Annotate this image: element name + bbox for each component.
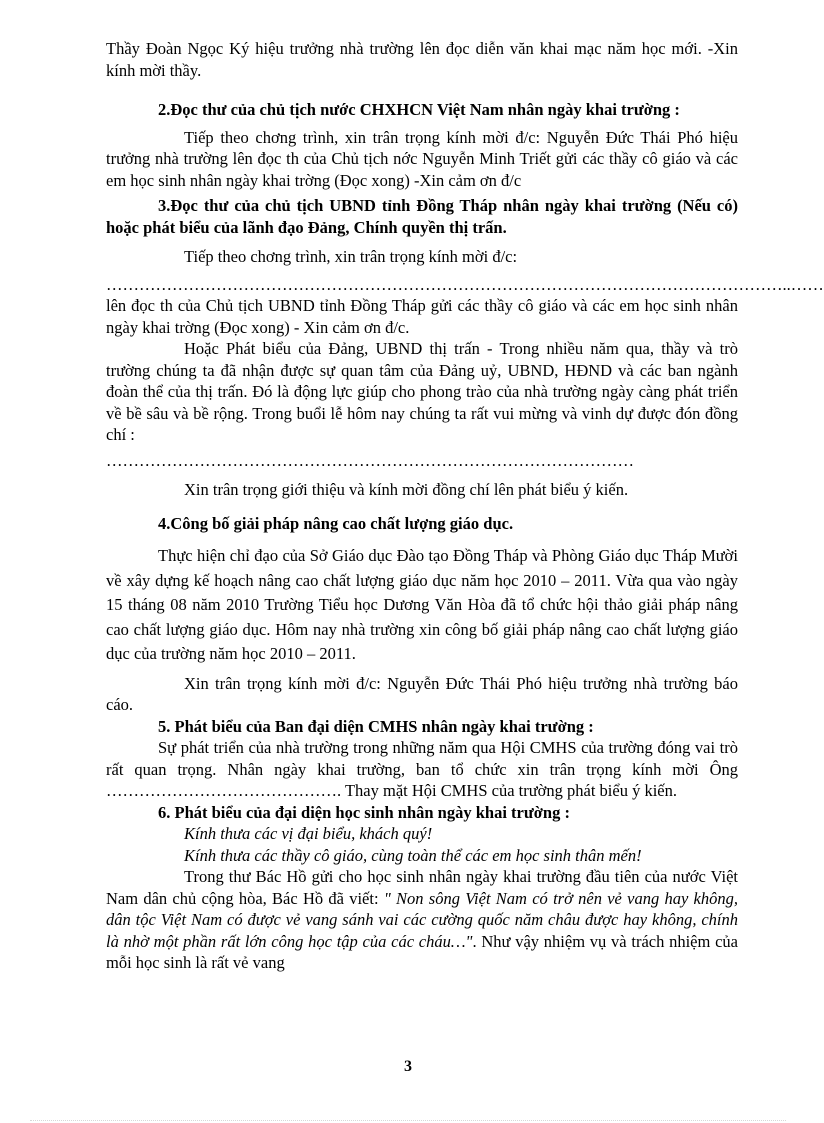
paragraph-section-3-close: Xin trân trọng giới thiệu và kính mời đồng chí lên phát biểu ý kiến. (184, 480, 629, 499)
greeting-line-1: Kính thưa các vị đại biểu, khách quý! (184, 824, 433, 843)
page-number: 3 (404, 1058, 412, 1075)
paragraph-section-3-speech: Hoặc Phát biểu của Đảng, UBND thị trấn - Trong nhiều năm qua, thầy và trò trường chúng ta đã nhận được sự quan tâm của Đảng uỷ, UBND, HĐND và các ban ngành đoàn thể của thị trấn. Đó là động lực giúp cho phong trào của nhà trường ngày càng phát triển về bề sâu và bề rộng. Trong buổi lễ hôm nay chúng ta rất vui mừng và vinh dự được đón đồng chí : (106, 339, 738, 444)
blank-fill-line-1: ……………………………………………………………………………………………………………..…… (106, 274, 824, 294)
heading-section-5: 5. Phát biểu của Ban đại diện CMHS nhân ngày khai trường : (158, 716, 594, 736)
paragraph-opening: Thầy Đoàn Ngọc Ký hiệu trưởng nhà trường lên đọc diễn văn khai mạc năm học mới. -Xin kính mời thầy. (106, 39, 738, 80)
body-text-start: Trong thư Bác Hồ gửi cho học sinh nhân ngày khai trường đầu tiên của nước Việt Nam dân chủ cộng hòa, Bác Hồ đã viết: (106, 867, 738, 908)
document-body (106, 38, 824, 974)
ho-chi-minh-quote: " Non sông Việt Nam có trở nên vẻ vang hay không, dân tộc Việt Nam có được vẻ vang sánh vai các cường quốc năm châu được hay không, chính là nhờ một phần rất lớn công học tập của các cháu…" (106, 888, 738, 951)
paragraph-section-3-letter: lên đọc th của Chủ tịch UBND tỉnh Đồng Tháp gửi các thầy cô giáo và các em học sinh nhân ngày khai trờng (Đọc xong) - Xin cảm ơn đ/c. (106, 296, 738, 337)
paragraph-section-4-body: Thực hiện chỉ đạo của Sở Giáo dục Đào tạo Đồng Tháp và Phòng Giáo dục Tháp Mười về xây dựng kế hoạch nâng cao chất lượng giáo dục năm học 2010 – 2011. Vừa qua vào ngày 15 tháng 08 năm 2010 Trường Tiểu học Dương Văn Hòa đã tổ chức hội thảo giải pháp nâng cao chất lượng giáo dục. Hôm nay nhà trường xin công bố giải pháp nâng cao chất lượng giáo dục của trường năm học 2010 – 2011. (106, 546, 738, 663)
page-bottom-divider (30, 1120, 786, 1121)
paragraph-section-2: Tiếp theo chơng trình, xin trân trọng kính mời đ/c: Nguyễn Đức Thái Phó hiệu trưởng nhà trường lên đọc th của Chủ tịch nớc Nguyễn Minh Triết gửi các thầy cô giáo và các em học sinh nhân ngày khai trờng (Đọc xong) -Xin cảm ơn đ/c (106, 127, 738, 190)
heading-section-4: 4.Công bố giải pháp nâng cao chất lượng giáo dục. (158, 513, 514, 533)
greeting-line-2: Kính thưa các thầy cô giáo, cùng toàn thể các em học sinh thân mến! (184, 845, 642, 865)
blank-fill-line-2: …………………………………………………………………………………… (106, 450, 634, 470)
paragraph-section-4-invite: Xin trân trọng kính mời đ/c: Nguyễn Đức Thái Phó hiệu trưởng nhà trường báo cáo. (106, 673, 738, 714)
heading-section-6: 6. Phát biểu của đại diện học sinh nhân ngày khai trường : (158, 802, 570, 822)
paragraph-section-6-body (106, 866, 738, 974)
heading-section-3: 3.Đọc thư của chủ tịch UBND tỉnh Đồng Tháp nhân ngày khai trường (Nếu có) hoặc phát biểu của lãnh đạo Đảng, Chính quyền thị trấn. (106, 196, 738, 237)
heading-section-2: 2.Đọc thư của chủ tịch nước CHXHCN Việt Nam nhân ngày khai trường : (158, 100, 680, 119)
paragraph-section-5: Sự phát triển của nhà trường trong những năm qua Hội CMHS của trường đóng vai trò rất quan trọng. Nhân ngày khai trường, ban tổ chức xin trân trọng kính mời Ông ……………………………………. Thay mặt Hội CMHS của trường phát biểu ý kiến. (106, 738, 738, 800)
paragraph-section-3-invite: Tiếp theo chơng trình, xin trân trọng kính mời đ/c: (184, 247, 518, 266)
body-text-end: . Như vậy nhiệm vụ và trách nhiệm của mỗi học sinh là rất vẻ vang (106, 931, 738, 972)
